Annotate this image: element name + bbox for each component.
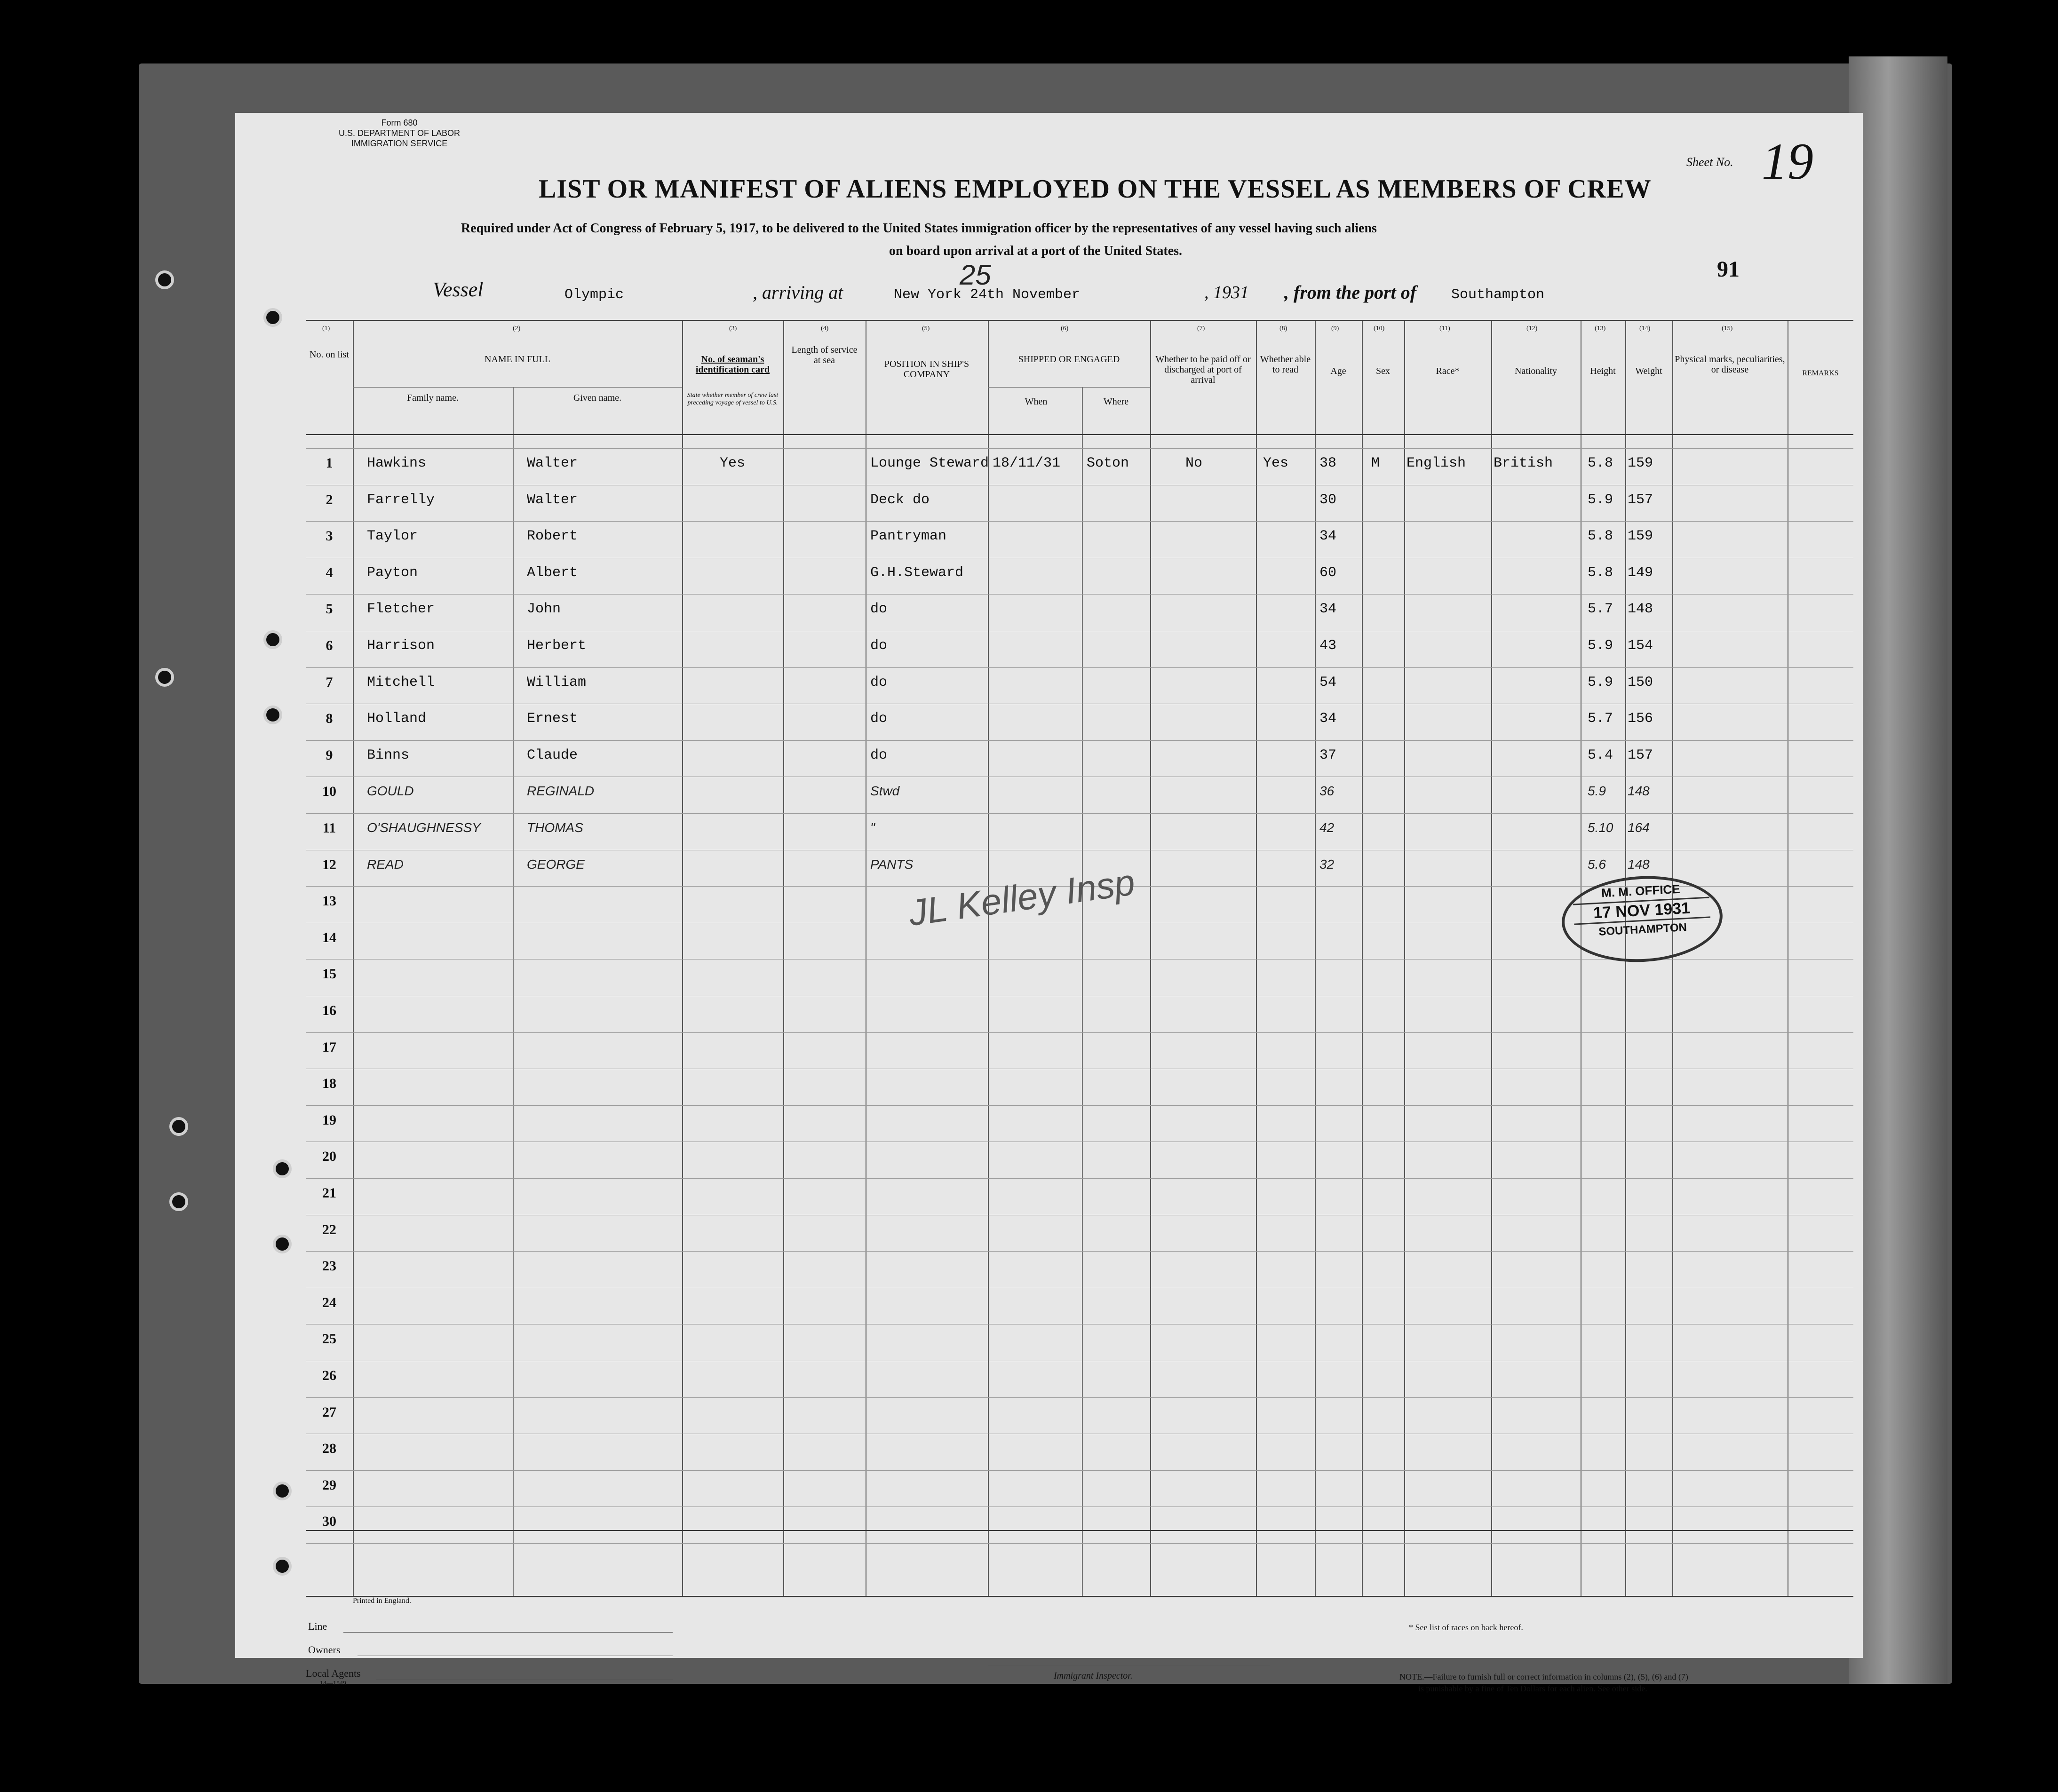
position-cell: Deck do — [870, 492, 930, 508]
height-cell: 5.9 — [1588, 784, 1606, 799]
height-cell: 5.9 — [1588, 674, 1613, 690]
col-number: (6) — [1061, 325, 1069, 332]
col-number: (7) — [1197, 325, 1205, 332]
header-no-on-list: No. on list — [310, 349, 349, 360]
stamp-date: 17 NOV 1931 — [1573, 896, 1710, 925]
given-name-cell: Robert — [527, 528, 578, 545]
age-cell: 30 — [1319, 492, 1337, 508]
position-cell: do — [870, 747, 888, 763]
punch-hole-icon — [273, 1235, 292, 1253]
header-given-name: Given name. — [573, 393, 622, 403]
col-number: (11) — [1439, 325, 1450, 332]
given-name-cell: REGINALD — [527, 784, 595, 799]
from-port-label: , from the port of — [1284, 282, 1417, 303]
blank-row-number: 24 — [322, 1294, 336, 1310]
given-name-cell: Claude — [527, 747, 578, 763]
position-cell: do — [870, 711, 888, 727]
header-paid-off: Whether to be paid off or discharged at port of arrival — [1155, 354, 1251, 385]
height-cell: 5.8 — [1588, 528, 1613, 545]
age-cell: 36 — [1319, 784, 1335, 799]
department-name: U.S. DEPARTMENT OF LABOR — [339, 128, 461, 138]
header-family-name: Family name. — [407, 393, 459, 403]
blank-row-number: 21 — [322, 1185, 336, 1201]
height-cell: 5.10 — [1588, 820, 1613, 835]
agents-label: Local Agents — [306, 1667, 361, 1679]
weight-cell: 150 — [1628, 674, 1653, 690]
header-where: Where — [1103, 396, 1129, 407]
punch-hole-icon — [263, 308, 282, 327]
agents-field — [376, 1679, 673, 1680]
position-cell: Pantryman — [870, 528, 947, 545]
weight-cell: 154 — [1628, 638, 1653, 654]
punch-hole-icon — [263, 630, 282, 649]
weight-cell: 148 — [1628, 601, 1653, 618]
col-number: (3) — [729, 325, 737, 332]
col-number: (13) — [1595, 325, 1606, 332]
year-label: , 1931 — [1204, 283, 1249, 302]
weight-cell: 156 — [1628, 711, 1653, 727]
sex-cell: M — [1371, 455, 1380, 471]
row-number: 7 — [326, 674, 333, 690]
col-number: (12) — [1526, 325, 1538, 332]
blank-row-number: 23 — [322, 1258, 336, 1274]
form-id-block — [339, 118, 460, 149]
given-name-cell: Walter — [527, 455, 578, 471]
blank-row-number: 14 — [322, 929, 336, 945]
blank-row-number: 19 — [322, 1112, 336, 1128]
col-number: (4) — [821, 325, 829, 332]
header-position: POSITION IN SHIP'S COMPANY — [884, 359, 969, 380]
position-cell: Lounge Steward — [870, 455, 989, 471]
punch-hole-icon — [155, 668, 174, 687]
row-number: 9 — [326, 747, 333, 763]
stamp-line-1: M. M. OFFICE — [1601, 881, 1681, 900]
age-cell: 32 — [1319, 856, 1335, 872]
weight-cell: 159 — [1628, 455, 1653, 471]
family-name-cell: Payton — [367, 564, 418, 581]
position-cell: G.H.Steward — [870, 564, 964, 581]
shipped-when-cell: 18/11/31 — [993, 455, 1061, 471]
age-cell: 34 — [1319, 528, 1337, 545]
height-cell: 5.7 — [1588, 711, 1613, 727]
header-age: Age — [1330, 366, 1346, 376]
inspector-label: Immigrant Inspector. — [1054, 1671, 1133, 1681]
punch-hole-icon — [263, 706, 282, 724]
blank-row-number: 18 — [322, 1076, 336, 1092]
col-number: (8) — [1279, 325, 1287, 332]
family-name-cell: Hawkins — [367, 455, 427, 471]
family-name-cell: Holland — [367, 711, 427, 727]
row-number: 6 — [326, 638, 333, 653]
weight-cell: 157 — [1628, 747, 1653, 763]
family-name-cell: Fletcher — [367, 601, 435, 618]
punch-hole-icon — [273, 1482, 292, 1500]
family-name-cell: O'SHAUGHNESSY — [367, 820, 481, 835]
row-number: 5 — [326, 601, 333, 617]
height-cell: 5.4 — [1588, 747, 1613, 763]
position-cell: do — [870, 674, 888, 690]
arriving-label: , arriving at — [753, 282, 843, 303]
header-physical-marks: Physical marks, peculiarities, or disease — [1675, 354, 1785, 375]
header-shipped-or-engaged: SHIPPED OR ENGAGED — [1018, 354, 1120, 365]
blank-row-number: 22 — [322, 1221, 336, 1237]
row-number: 4 — [326, 564, 333, 580]
height-cell: 5.8 — [1588, 455, 1613, 471]
family-name-cell: Harrison — [367, 638, 435, 654]
family-name-cell: Farrelly — [367, 492, 435, 508]
able-to-read-cell: Yes — [1263, 455, 1289, 471]
age-cell: 34 — [1319, 601, 1337, 618]
height-cell: 5.6 — [1588, 856, 1606, 872]
race-note: * See list of races on back hereof. — [1409, 1623, 1523, 1632]
age-cell: 60 — [1319, 564, 1337, 581]
weight-cell: 157 — [1628, 492, 1653, 508]
list-number: 91 — [1717, 257, 1740, 282]
height-cell: 5.9 — [1588, 492, 1613, 508]
header-id-card-note: State whether member of crew last preceding voyage of vessel to U.S. — [687, 392, 779, 406]
row-number: 12 — [322, 856, 336, 872]
header-name-in-full: NAME IN FULL — [485, 354, 550, 365]
form-subtitle-1: Required under Act of Congress of February 5, 1917, to be delivered to the United States immigration officer by the representatives of any vessel having such aliens — [461, 221, 1377, 236]
position-cell: do — [870, 638, 888, 654]
header-sex: Sex — [1376, 366, 1390, 376]
col-number: (5) — [922, 325, 930, 332]
header-id-card: No. of seaman's identification card — [695, 354, 770, 375]
form-number: Form 680 — [381, 118, 418, 127]
printed-in: Printed in England. — [353, 1597, 411, 1605]
family-name-cell: READ — [367, 856, 404, 872]
punch-hole-icon — [273, 1557, 292, 1576]
header-able-to-read: Whether able to read — [1260, 354, 1311, 375]
header-remarks: REMARKS — [1802, 369, 1839, 377]
blank-row-number: 29 — [322, 1477, 336, 1493]
row-number: 1 — [326, 455, 333, 471]
height-cell: 5.7 — [1588, 601, 1613, 618]
id-card-cell: Yes — [720, 455, 746, 471]
col-number: (2) — [513, 325, 521, 332]
line-label: Line — [308, 1620, 327, 1632]
vessel-label: Vessel — [433, 278, 484, 301]
row-number: 2 — [326, 492, 333, 507]
blank-row-number: 28 — [322, 1441, 336, 1457]
col-number: (14) — [1639, 325, 1651, 332]
punch-hole-icon — [169, 1192, 188, 1211]
paid-off-cell: No — [1185, 455, 1203, 471]
col-number: (15) — [1722, 325, 1733, 332]
page-title: LIST OR MANIFEST OF ALIENS EMPLOYED ON THE VESSEL AS MEMBERS OF CREW — [539, 174, 1652, 204]
age-cell: 38 — [1319, 455, 1337, 471]
header-length-of-service: Length of service at sea — [791, 345, 858, 365]
punch-hole-icon — [169, 1117, 188, 1136]
position-cell: do — [870, 601, 888, 618]
col-number: (9) — [1331, 325, 1339, 332]
punch-hole-icon — [155, 270, 174, 289]
blank-row-number: 30 — [322, 1514, 336, 1530]
weight-cell: 148 — [1628, 856, 1650, 872]
weight-cell: 159 — [1628, 528, 1653, 545]
position-cell: " — [870, 820, 875, 835]
nationality-cell: British — [1494, 455, 1553, 471]
family-name-cell: Mitchell — [367, 674, 435, 690]
shipped-where-cell: Soton — [1087, 455, 1129, 471]
inspector-signature: JL Kelley Insp — [906, 861, 1137, 934]
position-cell: PANTS — [870, 856, 914, 872]
given-name-cell: William — [527, 674, 587, 690]
punch-hole-icon — [273, 1159, 292, 1178]
blank-row-number: 15 — [322, 966, 336, 982]
weight-cell: 149 — [1628, 564, 1653, 581]
blank-row-number: 26 — [322, 1368, 336, 1383]
blank-row-number: 16 — [322, 1003, 336, 1018]
header-height: Height — [1590, 366, 1616, 376]
blank-row-number: 17 — [322, 1039, 336, 1055]
arrival-date-correction: 25 — [960, 259, 991, 291]
row-number: 8 — [326, 711, 333, 727]
blank-row-number: 27 — [322, 1404, 336, 1420]
blank-row-number: 20 — [322, 1149, 336, 1165]
weight-cell: 148 — [1628, 784, 1650, 799]
sheet-no-label: Sheet No. — [1686, 155, 1733, 169]
given-name-cell: John — [527, 601, 561, 618]
form-subtitle-2: on board upon arrival at a port of the United States. — [889, 244, 1183, 258]
binder-page-edges — [1849, 56, 1947, 1684]
age-cell: 43 — [1319, 638, 1337, 654]
header-when: When — [1025, 396, 1048, 407]
blank-row-number: 25 — [322, 1331, 336, 1347]
height-cell: 5.9 — [1588, 638, 1613, 654]
header-nationality: Nationality — [1515, 366, 1557, 376]
form-code: 14—1549 — [320, 1680, 346, 1687]
header-weight: Weight — [1635, 366, 1662, 376]
given-name-cell: GEORGE — [527, 856, 585, 872]
col-number: (10) — [1374, 325, 1385, 332]
stamp-line-3: SOUTHAMPTON — [1598, 921, 1687, 938]
arrival-date: New York 24th November — [894, 287, 1081, 303]
given-name-cell: Ernest — [527, 711, 578, 727]
given-name-cell: Herbert — [527, 638, 587, 654]
service-name: IMMIGRATION SERVICE — [351, 139, 448, 148]
given-name-cell: THOMAS — [527, 820, 583, 835]
blank-row-number: 13 — [322, 893, 336, 909]
row-number: 11 — [322, 820, 336, 836]
row-number: 10 — [322, 784, 336, 800]
col-number: (1) — [322, 325, 330, 332]
height-cell: 5.8 — [1588, 564, 1613, 581]
given-name-cell: Walter — [527, 492, 578, 508]
age-cell: 37 — [1319, 747, 1337, 763]
family-name-cell: GOULD — [367, 784, 414, 799]
age-cell: 54 — [1319, 674, 1337, 690]
position-cell: Stwd — [870, 784, 900, 799]
row-number: 3 — [326, 528, 333, 544]
age-cell: 34 — [1319, 711, 1337, 727]
owners-label: Owners — [308, 1644, 341, 1656]
race-cell: English — [1406, 455, 1466, 471]
family-name-cell: Taylor — [367, 528, 418, 545]
departure-port: Southampton — [1451, 287, 1545, 303]
given-name-cell: Albert — [527, 564, 578, 581]
family-name-cell: Binns — [367, 747, 410, 763]
vessel-name: Olympic — [564, 287, 624, 303]
weight-cell: 164 — [1628, 820, 1650, 835]
line-field — [343, 1632, 673, 1633]
crew-manifest-table — [306, 320, 1853, 1597]
age-cell: 42 — [1319, 820, 1335, 835]
header-race: Race* — [1436, 366, 1460, 376]
penalty-note-1: NOTE.—Failure to furnish full or correct information in columns (2), (5), (6) and (7) — [1399, 1672, 1688, 1681]
penalty-note-2: is punishable by a fine of Ten Dollars for each alien. See other side. — [1418, 1684, 1647, 1693]
sheet-number: 19 — [1762, 133, 1813, 190]
